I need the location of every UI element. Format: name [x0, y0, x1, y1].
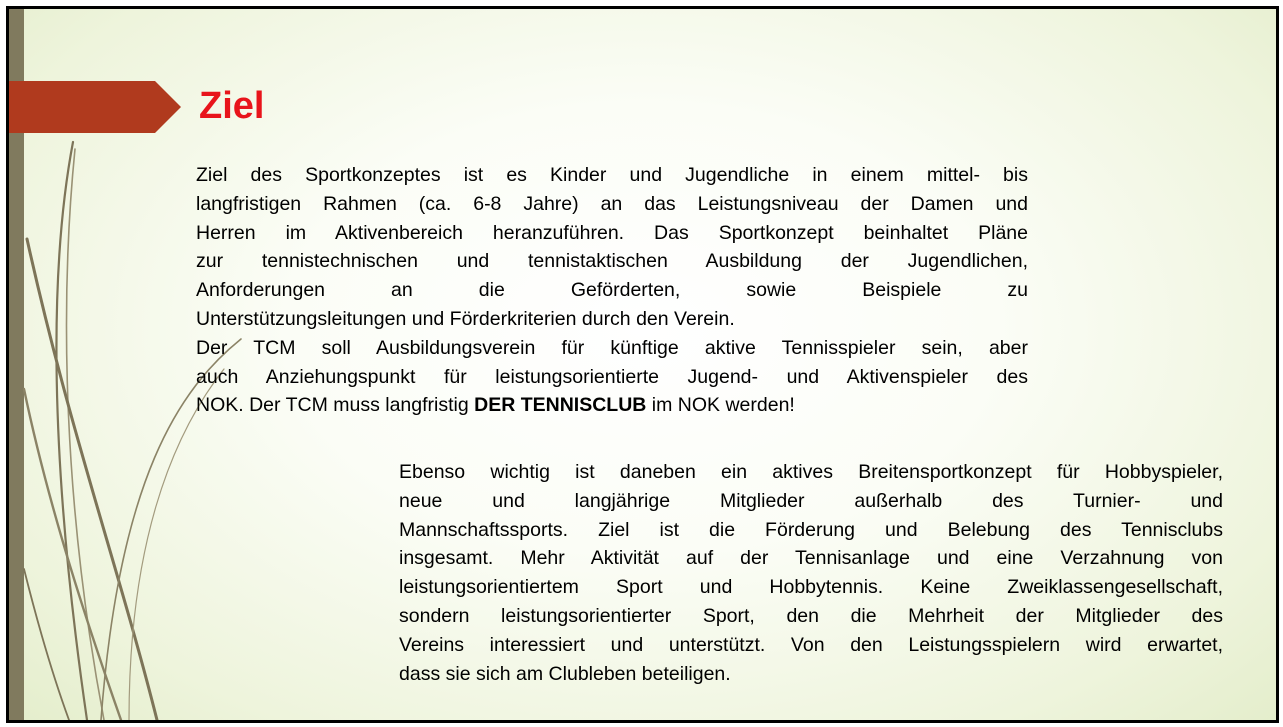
emphasis-tennisclub: DER TENNISCLUB	[474, 394, 647, 417]
text-line: zur tennistechnischen und tennistaktischen Ausbildung der Jugendlichen,	[196, 250, 1028, 273]
paragraph-sport-concept	[196, 161, 1028, 420]
text-line: insgesamt. Mehr Aktivität auf der Tennisanlage und eine Verzahnung von	[399, 547, 1223, 570]
slide	[6, 6, 1279, 723]
text-line: langfristigen Rahmen (ca. 6-8 Jahre) an das Leistungsniveau der Damen und	[196, 192, 1028, 215]
text-line: auch Anziehungspunkt für leistungsorientierte Jugend- und Aktivenspieler des	[196, 365, 1028, 388]
paragraph-breitensport	[399, 458, 1223, 688]
text-line: Vereins interessiert und unterstützt. Von den Leistungsspielern wird erwartet,	[399, 633, 1223, 656]
text-line: Anforderungen an die Geförderten, sowie Beispiele zu	[196, 279, 1028, 302]
text-line: Unterstützungsleitungen und Förderkriterien durch den Verein.	[196, 307, 735, 330]
title-arrow-shape	[9, 81, 181, 133]
text-line: dass sie sich am Clubleben beteiligen.	[399, 662, 731, 685]
text-line: sondern leistungsorientierter Sport, den die Mehrheit der Mitglieder des	[399, 604, 1223, 627]
text-line: leistungsorientiertem Sport und Hobbytennis. Keine Zweiklassengesellschaft,	[399, 576, 1223, 599]
text-line: Mannschaftssports. Ziel ist die Förderung und Belebung des Tennisclubs	[399, 518, 1223, 541]
text-segment: NOK. Der TCM muss langfristig	[196, 394, 475, 417]
text-line: Ziel des Sportkonzeptes ist es Kinder und Jugendliche in einem mittel- bis	[196, 164, 1028, 186]
text-line: neue und langjährige Mitglieder außerhalb des Turnier- und	[399, 489, 1223, 512]
text-line-final	[196, 391, 1028, 420]
slide-title: Ziel	[199, 85, 265, 127]
text-line: Der TCM soll Ausbildungsverein für künftige aktive Tennisspieler sein, aber	[196, 336, 1028, 359]
text-line: Ebenso wichtig ist daneben ein aktives Breitensportkonzept für Hobbyspieler,	[399, 461, 1223, 483]
text-segment: im NOK werden!	[646, 394, 795, 417]
text-line: Herren im Aktivenbereich heranzuführen. Das Sportkonzept beinhaltet Pläne	[196, 221, 1028, 244]
